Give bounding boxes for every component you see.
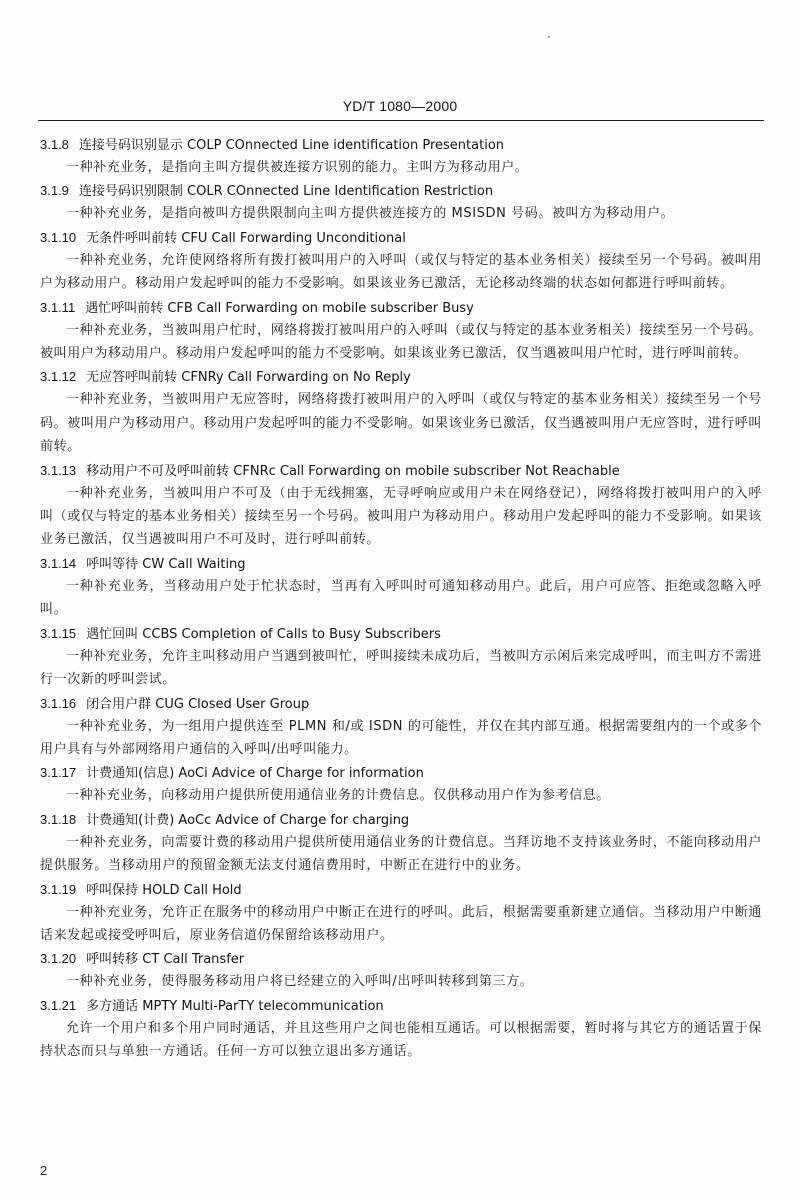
- clause-title: 计费通知(信息) AoCi Advice of Charge for information: [86, 766, 424, 782]
- clause-3-1-8: [40, 133, 762, 179]
- clause-title: 连接号码识别显示 COLP COnnected Line identification Presentation: [78, 138, 505, 153]
- clause-heading: [40, 226, 762, 249]
- clause-title: 多方通话 MPTY Multi-ParTY telecommunication: [86, 998, 384, 1014]
- clause-title: 无应答呼叫前转 CFNRy Call Forwarding on No Reply: [86, 370, 411, 386]
- clause-3-1-11: [40, 296, 762, 366]
- clause-3-1-13: [40, 459, 762, 552]
- clause-title: 遇忙呼叫前转 CFB Call Forwarding on mobile subscriber Busy: [85, 300, 474, 316]
- clause-3-1-21: [40, 994, 762, 1064]
- page-number: 2: [40, 1163, 48, 1178]
- clause-text: 一种补充业务，向移动用户提供所使用通信业务的计费信息。仅供移动用户作为参考信息。: [66, 788, 611, 804]
- clause-heading: [40, 365, 762, 388]
- clause-heading: [40, 994, 762, 1017]
- clause-3-1-9: [40, 179, 762, 225]
- clause-text: 一种补充业务，当移动用户处于忙状态时，当再有入呼叫时可通知移动用户。此后，用户可应答、拒绝或忽略入呼叫。: [40, 578, 762, 618]
- clause-title: 呼叫保持 HOLD Call Hold: [86, 882, 242, 898]
- clause-heading: [40, 808, 762, 831]
- clause-title: 呼叫等待 CW Call Waiting: [86, 556, 246, 572]
- clause-title: 呼叫转移 CT Call Transfer: [86, 952, 245, 968]
- clause-number: 3.1.9: [40, 183, 69, 199]
- clause-heading: [40, 692, 762, 715]
- clause-text: 允许一个用户和多个用户同时通话，并且这些用户之间也能相互通话。可以根据需要，暂时将与其它方的通话置于保持状态而只与单独一方通话。任何一方可以独立退出多方通话。: [40, 1020, 762, 1060]
- clause-text: 一种补充业务，是指向主叫方提供被连接方识别的能力。主叫方为移动用户。: [66, 160, 529, 175]
- clause-text: 一种补充业务，当被叫用户无应答时，网络将拨打被叫用户的入呼叫（或仅与特定的基本业务相关）接续至另一个号码。被叫用户为移动用户。移动用户发起呼叫的能力不受影响。如果该业务已激活，仅当遇被叫用户无应答时，进行呼叫前转。: [40, 392, 762, 455]
- scan-speck: [548, 36, 550, 38]
- clause-heading: [40, 552, 762, 575]
- clause-number: 3.1.14: [40, 555, 77, 571]
- clause-number: 3.1.12: [40, 369, 77, 385]
- clause-3-1-19: [40, 878, 762, 948]
- clause-title: 无条件呼叫前转 CFU Call Forwarding Unconditional: [86, 230, 406, 246]
- clause-3-1-18: [40, 808, 762, 878]
- clause-number: 3.1.21: [40, 997, 77, 1013]
- clause-number: 3.1.8: [40, 137, 69, 152]
- clause-number: 3.1.20: [40, 951, 77, 967]
- document-body: [40, 133, 762, 1064]
- clause-number: 3.1.16: [40, 695, 77, 711]
- clause-title: 连接号码识别限制 COLR COnnected Line Identification Restriction: [78, 184, 494, 200]
- clause-3-1-20: [40, 947, 762, 993]
- clause-text: 一种补充业务，允许主叫移动用户当遇到被叫忙，呼叫接续未成功后，当被叫方示闲后来完成呼叫，而主叫方不需进行一次新的呼叫尝试。: [40, 648, 762, 688]
- clause-number: 3.1.10: [40, 229, 77, 245]
- clause-3-1-17: [40, 761, 762, 807]
- clause-heading: [40, 296, 762, 319]
- clause-title: 计费通知(计费) AoCc Advice of Charge for charging: [86, 812, 410, 828]
- clause-title: 闭合用户群 CUG Closed User Group: [86, 696, 310, 712]
- clause-text: 一种补充业务，当被叫用户忙时，网络将拨打被叫用户的入呼叫（或仅与特定的基本业务相关）接续至另一个号码。被叫用户为移动用户。移动用户发起呼叫的能力不受影响。如果该业务已激活，仅当遇被叫用户忙时，进行呼叫前转。: [40, 322, 762, 362]
- standard-code-header: YD/T 1080—2000: [342, 98, 458, 114]
- clause-3-1-12: [40, 365, 762, 458]
- clause-text: 一种补充业务，向需要计费的移动用户提供所使用通信业务的计费信息。当拜访地不支持该业务时，不能向移动用户提供服务。当移动用户的预留金额无法支付通信费用时，中断正在进行中的业务。: [40, 834, 762, 874]
- clause-3-1-15: [40, 622, 762, 692]
- clause-number: 3.1.17: [40, 765, 77, 781]
- clause-heading: [40, 947, 762, 970]
- clause-text: 一种补充业务，使得服务移动用户将已经建立的入呼叫/出呼叫转移到第三方。: [66, 974, 534, 990]
- clause-heading: [40, 761, 762, 784]
- clause-title: 遇忙回叫 CCBS Completion of Calls to Busy Subscribers: [86, 626, 441, 642]
- clause-3-1-14: [40, 552, 762, 622]
- clause-text: 一种补充业务，当被叫用户不可及（由于无线拥塞，无寻呼响应或用户未在网络登记），网络将拨打被叫用户的入呼叫（或仅与特定的基本业务相关）接续至另一个号码。被叫用户为移动用户。移动用户发起呼叫的能力不受影响。如果该业务已激活，仅当遇被叫用户不可及时，进行呼叫前转。: [40, 485, 762, 548]
- clause-number: 3.1.15: [40, 625, 77, 641]
- clause-text: 一种补充业务，为一组用户提供连至 PLMN 和/或 ISDN 的可能性，并仅在其内部互通。根据需要组内的一个或多个用户具有与外部网络用户通信的入呼叫/出呼叫能力。: [40, 718, 762, 757]
- clause-heading: [40, 878, 762, 901]
- clause-number: 3.1.18: [40, 811, 77, 827]
- clause-heading: [40, 179, 762, 202]
- clause-3-1-10: [40, 226, 762, 296]
- clause-number: 3.1.13: [40, 462, 77, 478]
- clause-heading: [40, 133, 762, 156]
- header-rule: [38, 120, 764, 121]
- clause-heading: [40, 622, 762, 645]
- clause-heading: [40, 459, 762, 482]
- clause-number: 3.1.11: [40, 299, 76, 315]
- clause-text: 一种补充业务，允许正在服务中的移动用户中断正在进行的呼叫。此后，根据需要重新建立通信。当移动用户中断通话来发起或接受呼叫后，原业务信道仍保留给该移动用户。: [40, 904, 762, 943]
- clause-text: 一种补充业务，是指向被叫方提供限制向主叫方提供被连接方的 MSISDN 号码。被叫方为移动用户。: [66, 206, 675, 222]
- clause-title: 移动用户不可及呼叫前转 CFNRc Call Forwarding on mobile subscriber Not Reachable: [86, 463, 620, 479]
- clause-text: 一种补充业务，允许使网络将所有拨打被叫用户的入呼叫（或仅与特定的基本业务相关）接续至另一个号码。被叫用户为移动用户。移动用户发起呼叫的能力不受影响。如果该业务已激活，无论移动终端的状态如何都进行呼叫前转。: [40, 252, 762, 292]
- clause-3-1-16: [40, 692, 762, 762]
- clause-number: 3.1.19: [40, 881, 77, 897]
